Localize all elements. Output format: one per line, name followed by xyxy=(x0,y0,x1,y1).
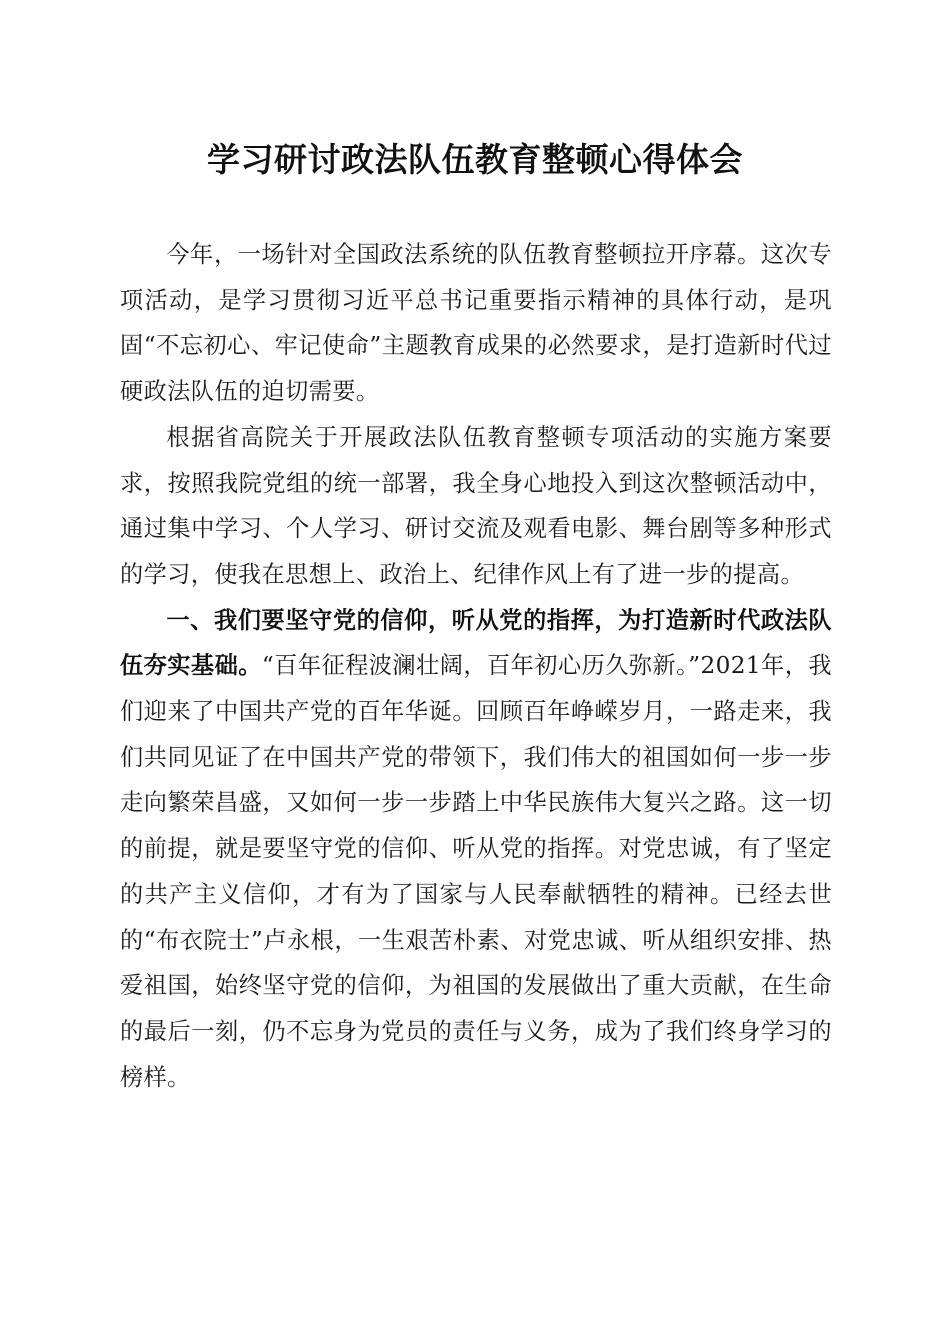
paragraph-text: 根据省高院关于开展政法队伍教育整顿专项活动的实施方案要求，按照我院党组的统一部署，我全身心地投入到这次整顿活动中，通过集中学习、个人学习、研讨交流及观看电影、舞台剧等多种形式的学习，使我在思想上、政治上、纪律作风上有了进一步的提高。 xyxy=(120,423,832,588)
paragraph-section-one xyxy=(120,598,832,1101)
paragraph-plan xyxy=(120,415,832,598)
paragraph-text: 今年，一场针对全国政法系统的队伍教育整顿拉开序幕。这次专项活动，是学习贯彻习近平总书记重要指示精神的具体行动，是巩固“不忘初心、牢记使命”主题教育成果的必然要求，是打造新时代过硬政法队伍的迫切需要。 xyxy=(120,241,832,406)
document-title: 学习研讨政法队伍教育整顿心得体会 xyxy=(207,140,743,179)
paragraph-text: “百年征程波澜壮阔，百年初心历久弥新。”2021年，我们迎来了中国共产党的百年华诞。回顾百年峥嵘岁月，一路走来，我们共同见证了在中国共产党的带领下，我们伟大的祖国如何一步一步走向繁荣昌盛，又如何一步一步踏上中华民族伟大复兴之路。这一切的前提，就是要坚守党的信仰、听从党的指挥。对党忠诚，有了坚定的共产主义信仰，才有为了国家与人民奉献牺牲的精神。已经去世的“布衣院士”卢永根，一生艰苦朴素、对党忠诚、听从组织安排、热爱祖国，始终坚守党的信仰，为祖国的发展做出了重大贡献，在生命的最后一刻，仍不忘身为党员的责任与义务，成为了我们终身学习的榜样。 xyxy=(120,652,832,1091)
section-heading: 一、我们要坚守党的信仰，听从党的指挥，为打造新时代政法队伍夯实基础。 xyxy=(120,606,832,680)
paragraph-intro xyxy=(120,232,832,415)
document-body xyxy=(120,232,832,1100)
